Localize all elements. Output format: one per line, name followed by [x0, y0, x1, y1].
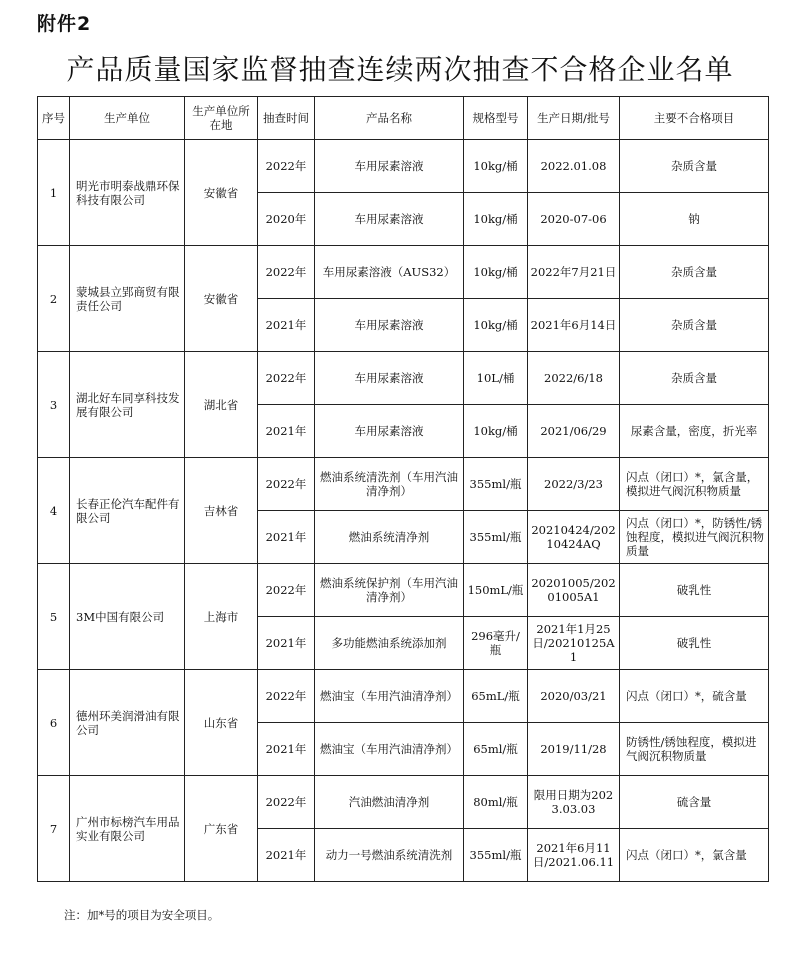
col-header-product: 产品名称: [315, 97, 464, 140]
location-cell: 山东省: [185, 670, 258, 776]
location-cell: 广东省: [185, 776, 258, 882]
batch-cell: 2021年1月25日/20210125A1: [528, 617, 620, 670]
col-header-spec: 规格型号: [464, 97, 528, 140]
batch-cell: 20210424/20210424AQ: [528, 511, 620, 564]
seq-cell: 2: [38, 246, 70, 352]
table-row: [38, 670, 769, 723]
product-cell: 车用尿素溶液: [315, 140, 464, 193]
batch-cell: 2021年6月11日/2021.06.11: [528, 829, 620, 882]
year-cell: 2022年: [258, 564, 315, 617]
col-header-batch: 生产日期/批号: [528, 97, 620, 140]
defects-cell: 尿素含量，密度，折光率: [620, 405, 769, 458]
year-cell: 2021年: [258, 723, 315, 776]
year-cell: 2021年: [258, 617, 315, 670]
year-cell: 2022年: [258, 140, 315, 193]
header-row: [38, 97, 769, 140]
spec-cell: 10L/桶: [464, 352, 528, 405]
company-cell: 明光市明泰战鼎环保科技有限公司: [70, 140, 185, 246]
seq-cell: 3: [38, 352, 70, 458]
batch-cell: 2021/06/29: [528, 405, 620, 458]
product-cell: 车用尿素溶液: [315, 299, 464, 352]
defects-cell: 杂质含量: [620, 352, 769, 405]
location-cell: 上海市: [185, 564, 258, 670]
defects-cell: 杂质含量: [620, 299, 769, 352]
year-cell: 2022年: [258, 246, 315, 299]
product-cell: 车用尿素溶液（AUS32）: [315, 246, 464, 299]
company-cell: 广州市标榜汽车用品实业有限公司: [70, 776, 185, 882]
batch-cell: 2022/3/23: [528, 458, 620, 511]
product-cell: 燃油系统清洗剂（车用汽油清净剂）: [315, 458, 464, 511]
table-row: [38, 140, 769, 193]
defects-cell: 硫含量: [620, 776, 769, 829]
table-row: [38, 776, 769, 829]
spec-cell: 10kg/桶: [464, 140, 528, 193]
batch-cell: 2020/03/21: [528, 670, 620, 723]
table-row: [38, 352, 769, 405]
defects-cell: 闪点（闭口）*，氯含量: [620, 829, 769, 882]
product-cell: 燃油系统保护剂（车用汽油清净剂）: [315, 564, 464, 617]
company-cell: 湖北好车同享科技发展有限公司: [70, 352, 185, 458]
year-cell: 2022年: [258, 776, 315, 829]
year-cell: 2021年: [258, 511, 315, 564]
defects-cell: 防锈性/锈蚀程度，模拟进气阀沉积物质量: [620, 723, 769, 776]
product-cell: 汽油燃油清净剂: [315, 776, 464, 829]
defects-cell: 闪点（闭口）*，硫含量: [620, 670, 769, 723]
product-cell: 动力一号燃油系统清洗剂: [315, 829, 464, 882]
defects-cell: 破乳性: [620, 617, 769, 670]
defects-cell: 闪点（闭口）*，防锈性/锈蚀程度，模拟进气阀沉积物质量: [620, 511, 769, 564]
footnote: 注：加*号的项目为安全项目。: [64, 908, 220, 922]
spec-cell: 355ml/瓶: [464, 511, 528, 564]
seq-cell: 1: [38, 140, 70, 246]
spec-cell: 10kg/桶: [464, 405, 528, 458]
company-cell: 德州环美润滑油有限公司: [70, 670, 185, 776]
spec-cell: 65mL/瓶: [464, 670, 528, 723]
location-cell: 吉林省: [185, 458, 258, 564]
seq-cell: 4: [38, 458, 70, 564]
product-cell: 车用尿素溶液: [315, 193, 464, 246]
table-row: [38, 564, 769, 617]
batch-cell: 2019/11/28: [528, 723, 620, 776]
col-header-company: 生产单位: [70, 97, 185, 140]
spec-cell: 296毫升/瓶: [464, 617, 528, 670]
table-row: [38, 246, 769, 299]
spec-cell: 355ml/瓶: [464, 458, 528, 511]
spec-cell: 10kg/桶: [464, 246, 528, 299]
col-header-seq: 序号: [38, 97, 70, 140]
year-cell: 2022年: [258, 458, 315, 511]
location-cell: 安徽省: [185, 140, 258, 246]
year-cell: 2021年: [258, 829, 315, 882]
spec-cell: 10kg/桶: [464, 299, 528, 352]
company-cell: 蒙城县立郢商贸有限责任公司: [70, 246, 185, 352]
seq-cell: 6: [38, 670, 70, 776]
product-cell: 多功能燃油系统添加剂: [315, 617, 464, 670]
defects-cell: 破乳性: [620, 564, 769, 617]
product-cell: 燃油宝（车用汽油清净剂）: [315, 670, 464, 723]
year-cell: 2021年: [258, 405, 315, 458]
batch-cell: 限用日期为2023.03.03: [528, 776, 620, 829]
spec-cell: 150mL/瓶: [464, 564, 528, 617]
batch-cell: 2020-07-06: [528, 193, 620, 246]
company-cell: 3M中国有限公司: [70, 564, 185, 670]
col-header-defects: 主要不合格项目: [620, 97, 769, 140]
product-cell: 燃油系统清净剂: [315, 511, 464, 564]
product-cell: 燃油宝（车用汽油清净剂）: [315, 723, 464, 776]
batch-cell: 20201005/20201005A1: [528, 564, 620, 617]
spec-cell: 65ml/瓶: [464, 723, 528, 776]
year-cell: 2022年: [258, 352, 315, 405]
col-header-location: 生产单位所在地: [185, 97, 258, 140]
location-cell: 安徽省: [185, 246, 258, 352]
seq-cell: 5: [38, 564, 70, 670]
defects-cell: 杂质含量: [620, 246, 769, 299]
year-cell: 2020年: [258, 193, 315, 246]
defects-cell: 闪点（闭口）*，氯含量，模拟进气阀沉积物质量: [620, 458, 769, 511]
table-row: [38, 458, 769, 511]
spec-cell: 10kg/桶: [464, 193, 528, 246]
product-cell: 车用尿素溶液: [315, 352, 464, 405]
spec-cell: 355ml/瓶: [464, 829, 528, 882]
unqualified-enterprise-table: [37, 96, 769, 882]
defects-cell: 杂质含量: [620, 140, 769, 193]
year-cell: 2021年: [258, 299, 315, 352]
seq-cell: 7: [38, 776, 70, 882]
defects-cell: 钠: [620, 193, 769, 246]
spec-cell: 80ml/瓶: [464, 776, 528, 829]
batch-cell: 2021年6月14日: [528, 299, 620, 352]
batch-cell: 2022年7月21日: [528, 246, 620, 299]
product-cell: 车用尿素溶液: [315, 405, 464, 458]
batch-cell: 2022/6/18: [528, 352, 620, 405]
batch-cell: 2022.01.08: [528, 140, 620, 193]
document-title: 产品质量国家监督抽查连续两次抽查不合格企业名单: [66, 53, 734, 86]
col-header-inspect-time: 抽查时间: [258, 97, 315, 140]
attachment-label: 附件2: [37, 13, 92, 35]
location-cell: 湖北省: [185, 352, 258, 458]
company-cell: 长春正伦汽车配件有限公司: [70, 458, 185, 564]
year-cell: 2022年: [258, 670, 315, 723]
